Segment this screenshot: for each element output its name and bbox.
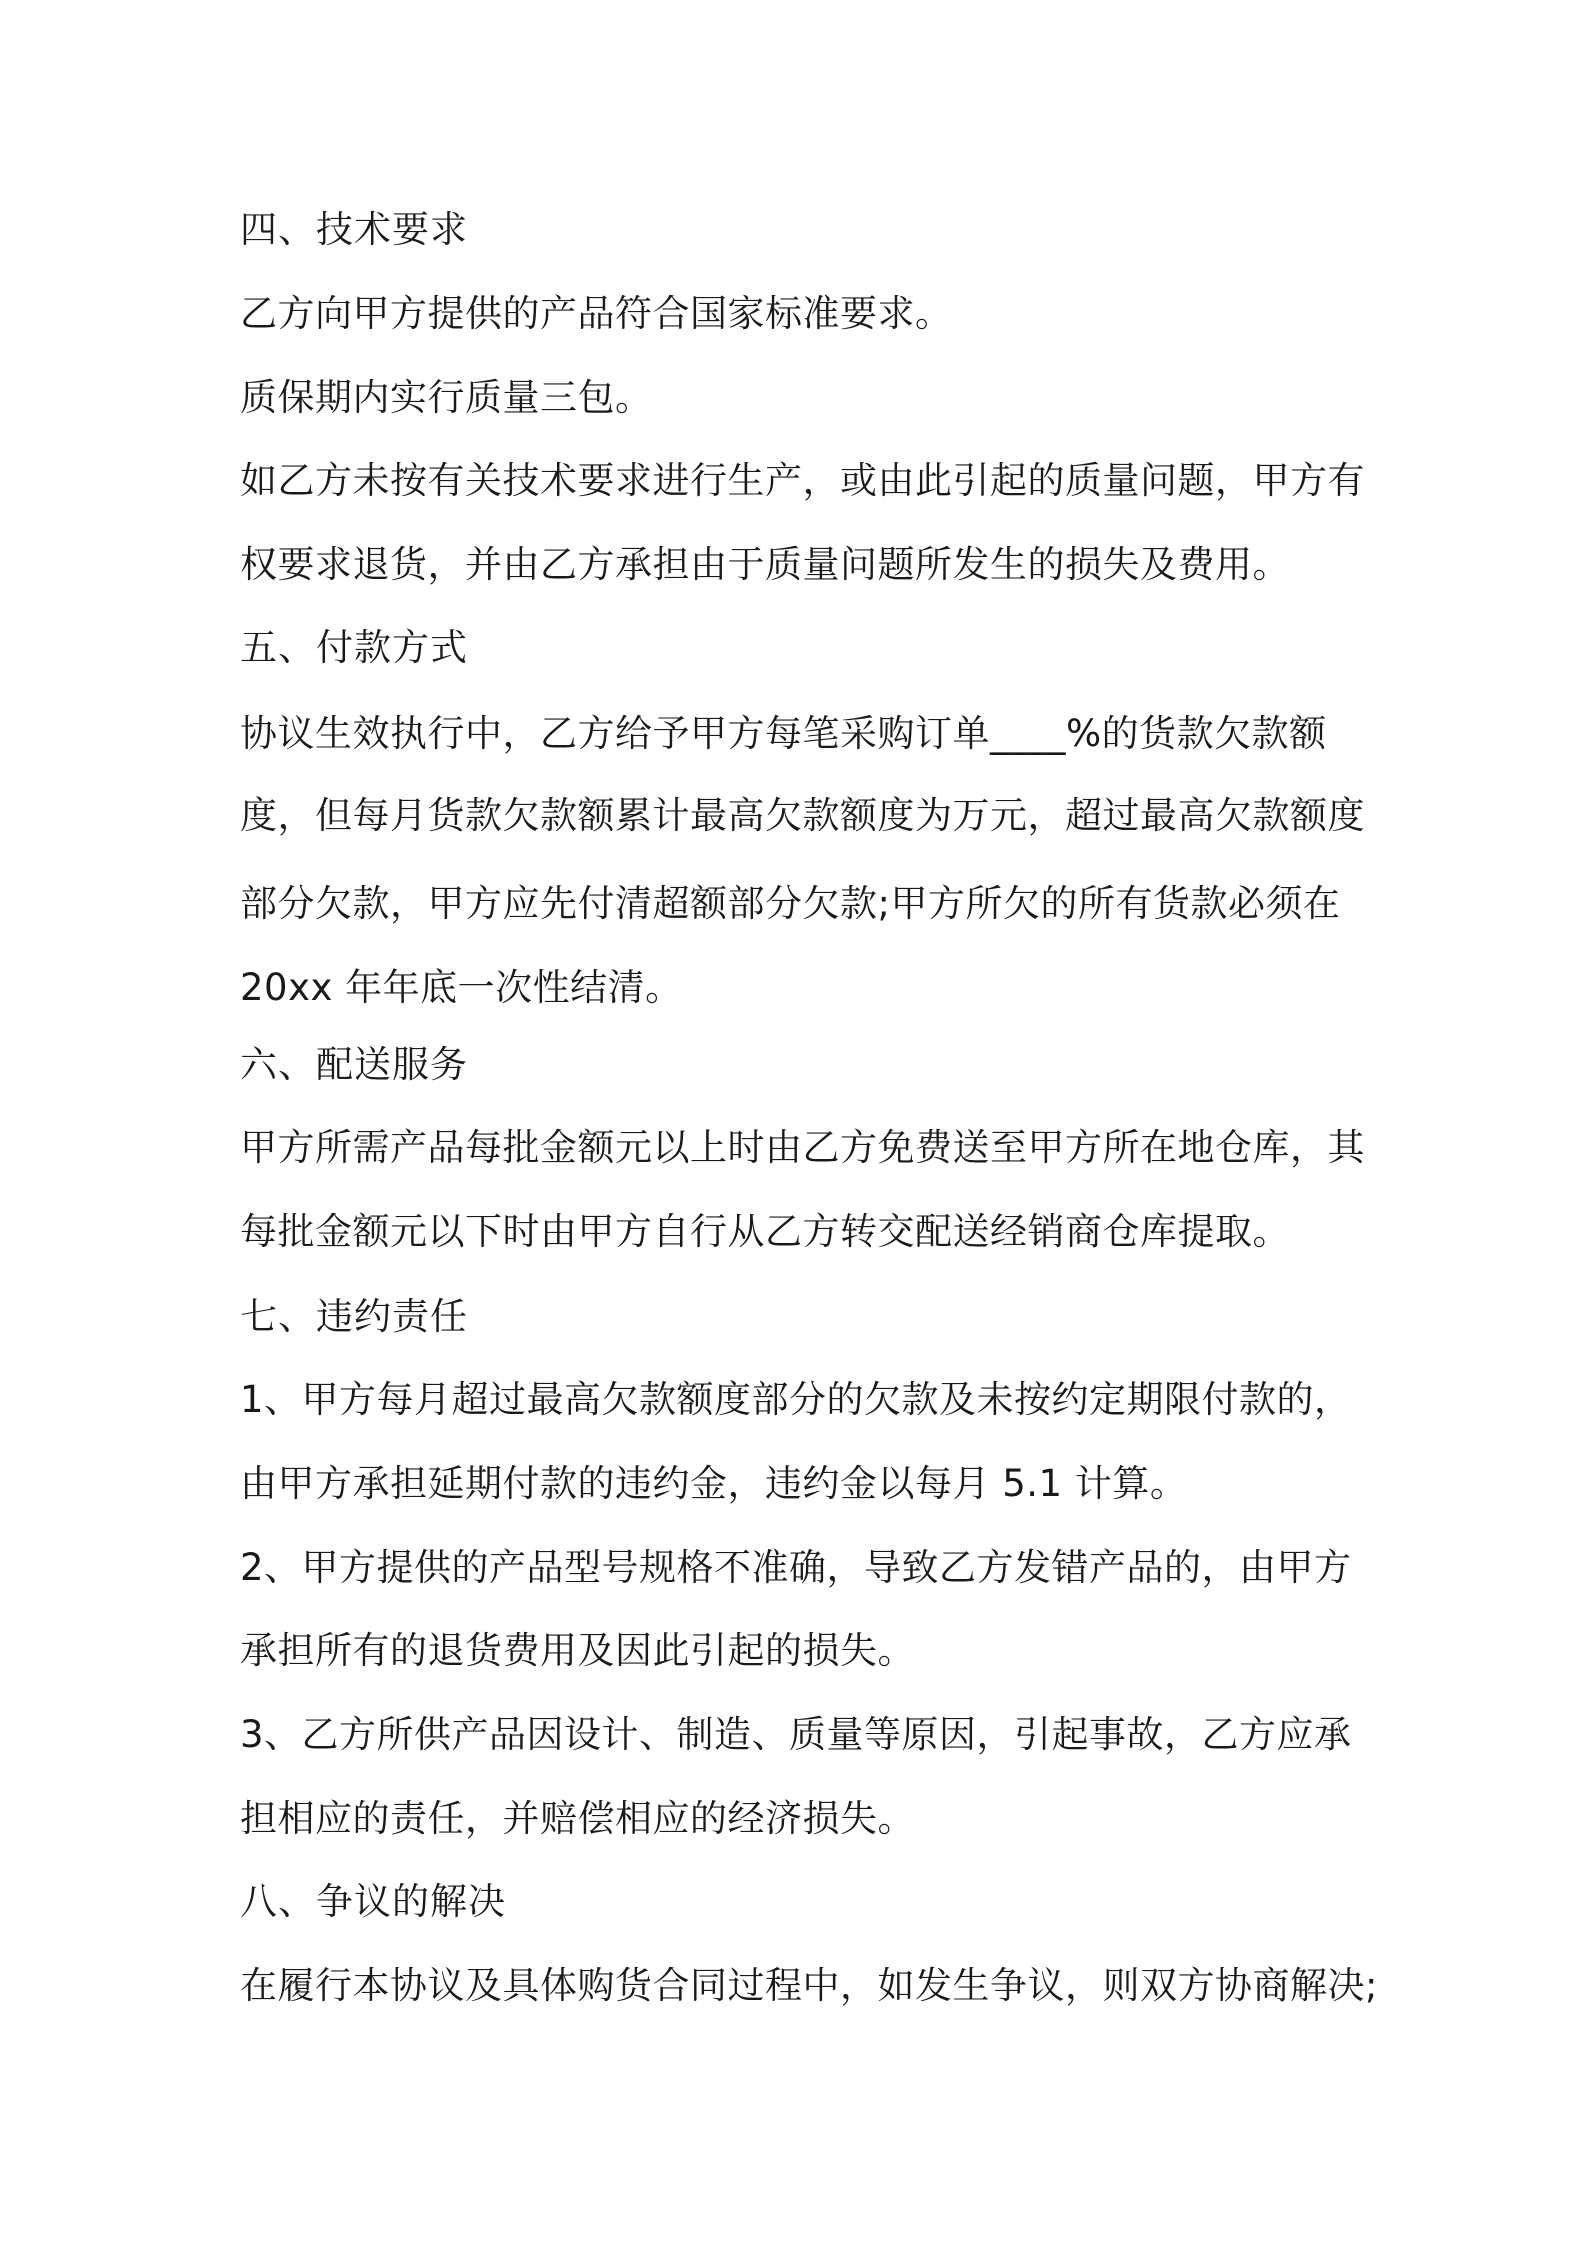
paragraph-line: 由甲方承担延期付款的违约金，违约金以每月 5.1 计算。 <box>240 1462 1188 1505</box>
paragraph-line: 如乙方未按有关技术要求进行生产，或由此引起的质量问题，甲方有 <box>240 459 1365 502</box>
paragraph-line: 甲方所需产品每批金额元以上时由乙方免费送至甲方所在地仓库，其 <box>240 1126 1365 1169</box>
paragraph-line: 每批金额元以下时由甲方自行从乙方转交配送经销商仓库提取。 <box>240 1210 1290 1253</box>
section-heading-liability-for-breach: 七、违约责任 <box>240 1295 468 1338</box>
paragraph-line: 20xx 年年底一次性结清。 <box>240 966 683 1009</box>
paragraph-line: 在履行本协议及具体购货合同过程中，如发生争议，则双方协商解决; <box>240 1964 1378 2007</box>
paragraph-line: 度，但每月货款欠款额累计最高欠款额度为万元，超过最高欠款额度 <box>240 794 1365 837</box>
paragraph-line: 担相应的责任，并赔偿相应的经济损失。 <box>240 1797 915 1840</box>
paragraph-line: 承担所有的退货费用及因此引起的损失。 <box>240 1629 915 1672</box>
paragraph-line: 2、甲方提供的产品型号规格不准确，导致乙方发错产品的，由甲方 <box>240 1546 1352 1589</box>
paragraph-line: 质保期内实行质量三包。 <box>240 376 653 419</box>
section-heading-technical-requirements: 四、技术要求 <box>240 208 468 251</box>
section-heading-dispute-resolution: 八、争议的解决 <box>240 1880 506 1923</box>
section-heading-payment-method: 五、付款方式 <box>240 626 468 669</box>
paragraph-line: 协议生效执行中，乙方给予甲方每笔采购订单____%的货款欠款额 <box>240 712 1327 755</box>
section-heading-delivery-service: 六、配送服务 <box>240 1043 468 1086</box>
paragraph-line: 乙方向甲方提供的产品符合国家标准要求。 <box>240 292 953 335</box>
paragraph-line: 1、甲方每月超过最高欠款额度部分的欠款及未按约定期限付款的， <box>240 1378 1352 1421</box>
paragraph-line: 权要求退货，并由乙方承担由于质量问题所发生的损失及费用。 <box>240 543 1290 586</box>
paragraph-line: 3、乙方所供产品因设计、制造、质量等原因，引起事故，乙方应承 <box>240 1713 1352 1756</box>
paragraph-line: 部分欠款，甲方应先付清超额部分欠款;甲方所欠的所有货款必须在 <box>240 882 1341 925</box>
